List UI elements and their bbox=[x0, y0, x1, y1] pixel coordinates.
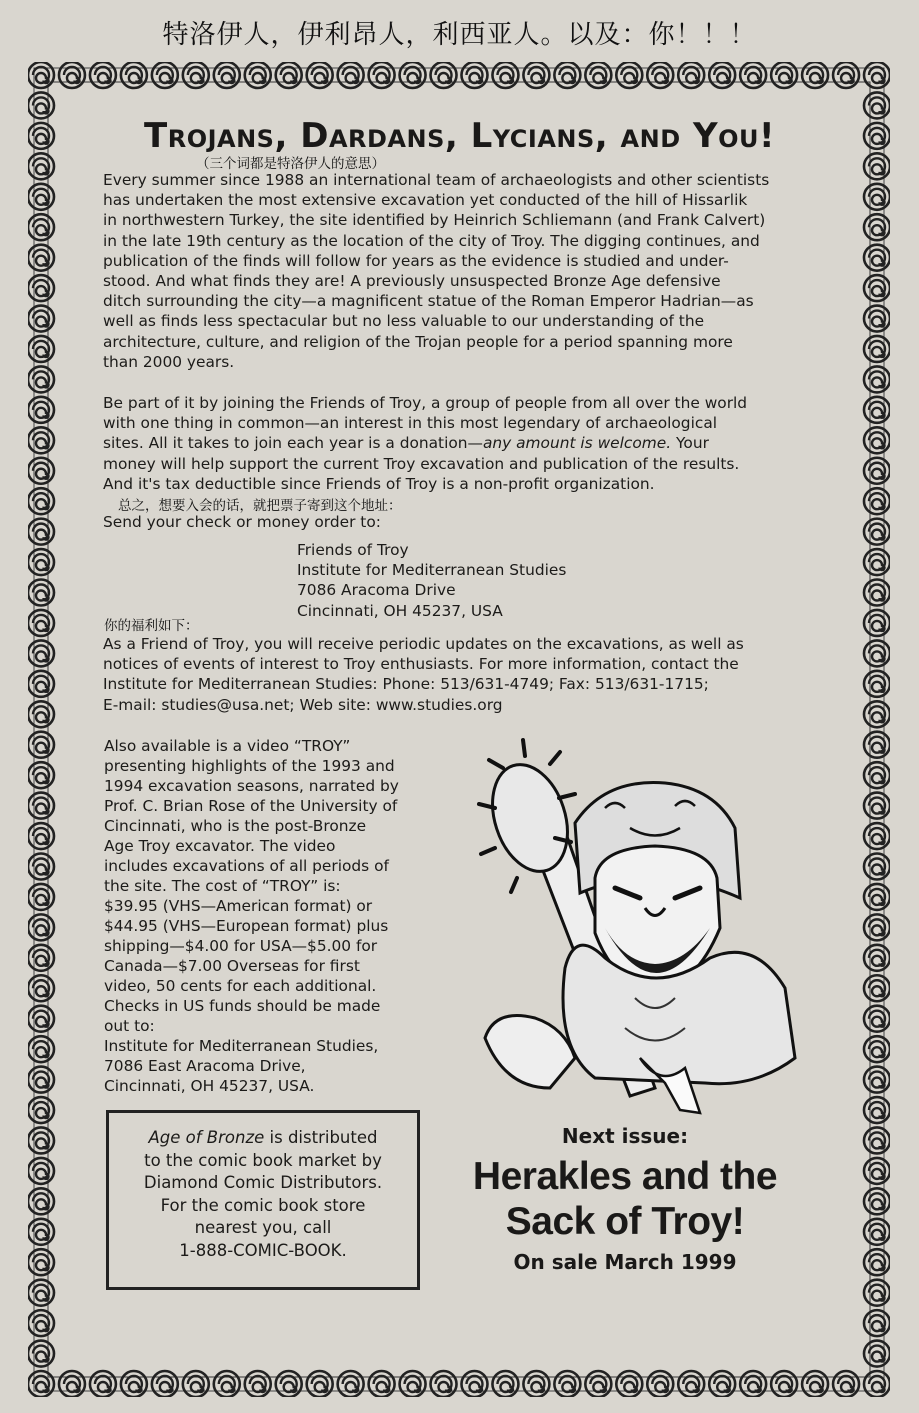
distribution-box bbox=[106, 1110, 420, 1290]
intro-line: in the late 19th century as the location of the city of Troy. The digging continues, and bbox=[103, 231, 760, 250]
book-title: Age of Bronze bbox=[148, 1128, 265, 1147]
video-line: Cincinnati, OH 45237, USA. bbox=[104, 1077, 315, 1095]
intro-line: publication of the finds will follow for years as the evidence is studied and under- bbox=[103, 251, 729, 270]
video-line: Cincinnati, who is the post-Bronze bbox=[104, 817, 367, 835]
next-issue-block bbox=[460, 1124, 790, 1274]
video-line: 1994 excavation seasons, narrated by bbox=[104, 777, 399, 795]
box-line: to the comic book market by bbox=[144, 1150, 382, 1170]
chinese-note-title: （三个词都是特洛伊人的意思） bbox=[196, 156, 385, 172]
join-line: Be part of it by joining the Friends of Troy, a group of people from all over the world bbox=[103, 394, 748, 412]
join-line: And it's tax deductible since Friends of Troy is a non-profit organization. bbox=[103, 474, 655, 493]
video-line: includes excavations of all periods of bbox=[104, 857, 389, 875]
address-line: Cincinnati, OH 45237, USA bbox=[297, 601, 503, 620]
phone-number: 1-888-COMIC-BOOK. bbox=[179, 1240, 347, 1260]
video-line: Age Troy excavator. The video bbox=[104, 837, 336, 855]
benefits-line: notices of events of interest to Troy enthusiasts. For more information, contact the bbox=[103, 655, 739, 674]
next-issue-label: Next issue: bbox=[561, 1124, 689, 1148]
video-line: $44.95 (VHS—European format) plus bbox=[104, 917, 389, 935]
video-line: shipping—$4.00 for USA—$5.00 for bbox=[104, 937, 378, 955]
address-line: 7086 Aracoma Drive bbox=[297, 581, 456, 600]
video-line: $39.95 (VHS—American format) or bbox=[104, 897, 373, 915]
chinese-note-benefits: 你的福利如下： bbox=[104, 618, 199, 634]
video-line: Also available is a video “TROY” bbox=[104, 737, 351, 755]
intro-line: than 2000 years. bbox=[103, 352, 235, 371]
intro-line: architecture, culture, and religion of the Trojan people for a period spanning more bbox=[103, 332, 733, 351]
herakles-illustration bbox=[455, 728, 835, 1118]
box-line: Age of Bronze is distributed bbox=[148, 1128, 378, 1147]
video-line: Institute for Mediterranean Studies, bbox=[104, 1037, 379, 1055]
benefits-paragraph bbox=[103, 634, 823, 715]
box-line: Diamond Comic Distributors. bbox=[143, 1173, 383, 1192]
chinese-header: 特洛伊人，伊利昂人，利西亚人。以及：你！！！ bbox=[162, 20, 757, 50]
send-instruction: Send your check or money order to: bbox=[103, 513, 381, 531]
join-line: money will help support the current Troy excavation and publication of the results. bbox=[103, 454, 740, 473]
benefits-line: As a Friend of Troy, you will receive periodic updates on the excavations, as well as bbox=[103, 635, 744, 653]
video-line: Prof. C. Brian Rose of the University of bbox=[104, 797, 398, 815]
address-line: Institute for Mediterranean Studies bbox=[297, 561, 567, 580]
donation-emphasis: any amount is welcome. bbox=[482, 434, 672, 453]
video-line: the site. The cost of “TROY” is: bbox=[104, 877, 341, 895]
intro-line: ditch surrounding the city—a magnificent statue of the Roman Emperor Hadrian—as bbox=[103, 292, 754, 311]
intro-line: stood. And what finds they are! A previously unsuspected Bronze Age defensive bbox=[103, 272, 721, 291]
intro-line: Every summer since 1988 an international team of archaeologists and other scientists bbox=[103, 171, 770, 189]
video-line: presenting highlights of the 1993 and bbox=[104, 757, 395, 775]
chinese-note-send: 总之，想要入会的话，就把票子寄到这个地址： bbox=[118, 498, 402, 514]
video-line: Canada—$7.00 Overseas for first bbox=[104, 957, 360, 975]
video-line: 7086 East Aracoma Drive, bbox=[104, 1057, 306, 1075]
join-paragraph bbox=[103, 393, 825, 494]
on-sale-date: On sale March 1999 bbox=[513, 1250, 737, 1274]
box-line: nearest you, call bbox=[194, 1218, 332, 1237]
box-line: For the comic book store bbox=[160, 1195, 366, 1215]
video-line: video, 50 cents for each additional. bbox=[104, 977, 377, 995]
benefits-line: Institute for Mediterranean Studies: Phone: 513/631-4749; Fax: 513/631-1715; bbox=[103, 675, 709, 694]
intro-line: has undertaken the most extensive excavation yet conducted of the hill of Hissarlik bbox=[103, 191, 748, 210]
address-line: Friends of Troy bbox=[297, 541, 409, 559]
join-line: with one thing in common—an interest in this most legendary of archaeological bbox=[103, 414, 718, 433]
join-line: sites. All it takes to join each year is a donation—any amount is welcome. Your bbox=[103, 434, 709, 453]
intro-line: well as finds less spectacular but no less valuable to our understanding of the bbox=[103, 312, 705, 331]
mailing-address bbox=[297, 540, 566, 621]
intro-paragraph bbox=[103, 170, 825, 372]
next-issue-title: Herakles and the Sack of Troy! bbox=[472, 1155, 778, 1243]
video-line: Checks in US funds should be made bbox=[104, 997, 381, 1015]
article-title: Trojans, Dardans, Lycians, and You! bbox=[144, 116, 775, 156]
video-line: out to: bbox=[104, 1017, 155, 1035]
video-offer bbox=[104, 736, 434, 1096]
benefits-line: E-mail: studies@usa.net; Web site: www.studies.org bbox=[103, 695, 503, 714]
intro-line: in northwestern Turkey, the site identified by Heinrich Schliemann (and Frank Calvert) bbox=[103, 211, 766, 230]
